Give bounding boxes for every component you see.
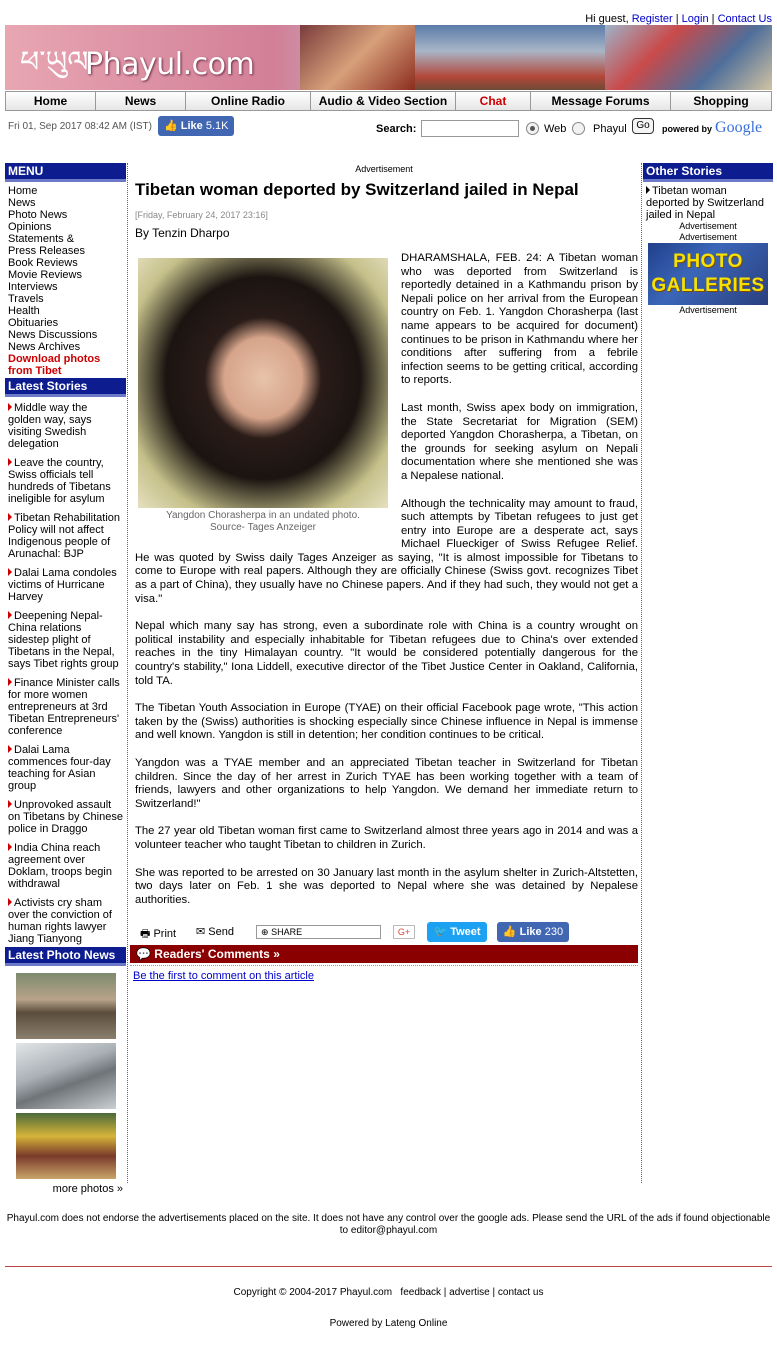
list-item[interactable]: Deepening Nepal-China relations sidestep plight of Tibetans in the Nepal, says Tibet rights group (8, 610, 119, 670)
latest-photo-news-header: Latest Photo News (5, 947, 126, 966)
twitter-bird-icon: 🐦 (433, 926, 448, 939)
latest-stories-list (5, 397, 126, 945)
main-nav (5, 91, 772, 111)
footer-links: Copyright © 2004-2017 Phayul.com feedback | advertise | contact us (233, 1287, 544, 1298)
menu-item-opinions[interactable]: Opinions (8, 221, 52, 233)
search-go-button[interactable]: Go (632, 118, 654, 134)
menu-item-download-photos[interactable]: Download photos (8, 353, 101, 365)
feedback-link[interactable]: feedback (400, 1287, 442, 1298)
bullet-arrow-icon (646, 186, 650, 194)
article-photo (138, 258, 388, 508)
article-paragraph: Nepal which many say has strong, even a subordinate role with China is a country wrought on political instability and especially inhabitable for Tibetan refugees due to China's over extended reaches in the tiny Himalayan country. "It would be considered potentially dangerous for the country's stability," Iona Liddell, executive director of the Tibet Justice Center in Oakland, California, told TA. (135, 620, 638, 687)
bullet-arrow-icon (8, 458, 12, 466)
list-item[interactable]: India China reach agreement over Doklam, troops begin withdrawal (8, 842, 112, 890)
menu-item-download-photos-line2[interactable]: from Tibet (8, 365, 62, 377)
top-links: Hi guest, Register | Login | Contact Us (585, 13, 772, 25)
other-stories-header: Other Stories (643, 163, 773, 182)
list-item[interactable]: Finance Minister calls for more women entrepreneurs at 3rd Tibetan Entrepreneurs' conference (8, 677, 120, 737)
bullet-arrow-icon (8, 898, 12, 906)
photo-news-thumbnail-car[interactable] (16, 1043, 116, 1109)
article-paragraph: Although the technicality may amount to fraud, such attempts by Tibetan refugees to just get entry into Europe are a desperate act, says Michael Flueckiger of Swiss Refugee Relief. He was quoted by Swiss daily Tages Anzeiger as saying, "It is almost impossible for Tibetans to come to Europe with real papers. Although they are officially Chinese (Swiss govt. recognizes Tibet as a part of China), they usually have no Chinese papers. And if they had such, they would not get a visa." (135, 497, 638, 605)
more-photos-link[interactable]: more photos » (52, 1183, 123, 1195)
share-icon: ⊕ (261, 927, 269, 938)
list-item[interactable]: Dalai Lama commences four-day teaching for Asian group (8, 744, 111, 792)
main-content (130, 163, 638, 986)
google-logo: Google (715, 119, 763, 136)
bullet-arrow-icon (8, 843, 12, 851)
article-photo-box (135, 258, 391, 534)
thumbs-up-icon: 👍 (502, 926, 517, 939)
search-web-label: Web (544, 123, 567, 135)
advertisement-label: Advertisement (355, 164, 413, 174)
menu-header: MENU (5, 163, 126, 182)
photo-news-thumbnail-crowd[interactable] (16, 973, 116, 1039)
menu-list (5, 182, 126, 378)
list-item[interactable]: Activists cry sham over the conviction of human rights lawyer Jiang Tianyong (8, 897, 112, 945)
nav-news[interactable]: News (96, 92, 186, 110)
article-paragraph: The 27 year old Tibetan woman first came to Switzerland almost three years ago in 2014 and was a volunteer teacher who taught Tibetan to children in Zurich. (135, 825, 638, 851)
photo-caption: Yangdon Chorasherpa in an undated photo. Source- Tages Anzeiger (166, 510, 360, 533)
current-date: Fri 01, Sep 2017 08:42 AM (IST) (8, 121, 152, 132)
menu-item-news[interactable]: News (8, 197, 36, 209)
printer-icon: 🖶 (140, 928, 151, 941)
article-headline: Tibetan woman deported by Switzerland jailed in Nepal (135, 180, 579, 199)
search-input[interactable] (421, 120, 519, 137)
bullet-arrow-icon (8, 678, 12, 686)
thumbs-up-icon: 👍 (164, 120, 178, 132)
menu-item-press-releases[interactable]: Press Releases (8, 245, 86, 257)
powered-by-text: powered by (662, 124, 713, 134)
bullet-arrow-icon (8, 611, 12, 619)
bullet-arrow-icon (8, 513, 12, 521)
comment-bubble-icon: 💬 (136, 947, 151, 962)
nav-chat[interactable]: Chat (456, 92, 531, 110)
latest-stories-header: Latest Stories (5, 378, 126, 397)
site-logo[interactable]: Phayul.com (85, 47, 255, 82)
search-phayul-radio[interactable] (572, 122, 585, 135)
menu-item-obituaries[interactable]: Obituaries (8, 317, 59, 329)
menu-item-health[interactable]: Health (8, 305, 40, 317)
article-body (135, 252, 638, 907)
search-label: Search: (376, 123, 417, 135)
banner-photo-dalai-lama (300, 25, 415, 90)
first-comment-link[interactable]: Be the first to comment on this article (133, 970, 314, 983)
share-button[interactable]: ⊕ SHARE (256, 925, 381, 939)
login-link[interactable]: Login (681, 13, 709, 25)
tweet-button[interactable]: 🐦 Tweet (427, 922, 487, 942)
article-paragraph: The Tibetan Youth Association in Europe (TYAE) on their official Facebook page wrote, "This action taken by the (Swiss) authorities is shocking especially since Chinese influence in Nepal is immense and well known. Yangdon is still in detention; her condition continues to be critical. (135, 702, 638, 742)
other-story-item[interactable]: Tibetan woman deported by Switzerland jailed in Nepal (646, 185, 765, 221)
nav-home[interactable]: Home (6, 92, 96, 110)
bullet-arrow-icon (8, 403, 12, 411)
powered-by-text: Powered by Lateng Online (329, 1318, 448, 1329)
advertisement-label: Advertisement (679, 221, 737, 231)
copyright-text: Copyright © 2004-2017 Phayul.com (233, 1287, 393, 1298)
contact-us-link[interactable]: Contact Us (717, 13, 772, 25)
article-date: [Friday, February 24, 2017 23:16] (135, 210, 268, 220)
list-item[interactable]: Tibetan Rehabilitation Policy will not affect Indigenous people of Arunachal: BJP (8, 512, 120, 560)
menu-item-photo-news[interactable]: Photo News (8, 209, 68, 221)
list-item[interactable]: Middle way the golden way, says visiting Swedish delegation (8, 402, 92, 450)
left-sidebar (5, 163, 126, 1195)
contact-us-footer-link[interactable]: contact us (497, 1287, 544, 1298)
like-label: Like (180, 120, 203, 132)
menu-item-interviews[interactable]: Interviews (8, 281, 58, 293)
nav-message-forums[interactable]: Message Forums (531, 92, 671, 110)
search-phayul-label: Phayul (593, 123, 627, 135)
ads-disclaimer: Phayul.com does not endorse the advertisements placed on the site. It does not have any control over the google ads. Please send the URL of the ads if found objectionable to editor@phayul.com (6, 1213, 771, 1236)
right-sidebar (643, 163, 773, 316)
nav-online-radio[interactable]: Online Radio (186, 92, 311, 110)
google-plus-button[interactable]: G+ (393, 925, 415, 939)
menu-item-travels[interactable]: Travels (8, 293, 44, 305)
menu-item-news-discussions[interactable]: News Discussions (8, 329, 98, 341)
powered-by-google (662, 119, 762, 137)
mail-icon: ✉ (196, 926, 206, 939)
info-bar (5, 115, 772, 139)
photo-galleries-banner[interactable]: PHOTO GALLERIES (648, 243, 768, 305)
article-byline: By Tenzin Dharpo (135, 226, 230, 240)
menu-item-book-reviews[interactable]: Book Reviews (8, 257, 78, 269)
footer-divider (5, 1266, 772, 1267)
nav-audio-video[interactable]: Audio & Video Section (311, 92, 456, 110)
advertise-link[interactable]: advertise (449, 1287, 490, 1298)
readers-comments-header[interactable]: 💬 Readers' Comments » (130, 945, 638, 963)
advertisement-label: Advertisement (679, 232, 737, 242)
like-count: 5.1K (205, 120, 229, 132)
bullet-arrow-icon (8, 568, 12, 576)
nav-shopping[interactable]: Shopping (693, 94, 749, 108)
menu-item-movie-reviews[interactable]: Movie Reviews (8, 269, 82, 281)
share-bar (135, 921, 638, 943)
send-button[interactable]: ✉ Send (196, 926, 234, 939)
list-item[interactable]: Unprovoked assault on Tibetans by Chinese police in Draggo (8, 799, 123, 835)
menu-item-statements[interactable]: Statements & (8, 233, 75, 245)
menu-item-home[interactable]: Home (8, 185, 38, 197)
search-web-radio[interactable] (526, 122, 539, 135)
article-paragraph: DHARAMSHALA, FEB. 24: A Tibetan woman who was deported from Switzerland is reportedly detained in a Kathmandu prison by Nepali police on her arrival from the European country on Feb. 1. Yangdon Chorasherpa (last name appears to be acquired for document) continues to be prison in Kathmandu where her conditions after suffering from a febrile infection seems to be getting critical, according to reports. (401, 252, 638, 387)
facebook-like-button[interactable] (158, 116, 234, 136)
advertisement-label: Advertisement (679, 305, 737, 315)
register-link[interactable]: Register (631, 13, 673, 25)
article-paragraph: She was reported to be arrested on 30 January last month in the asylum shelter in Zurich-Altstetten, two days later on Feb. 1 she was deported to Nepal where she was detained by Nepalese authorities. (135, 866, 638, 906)
bullet-arrow-icon (8, 745, 12, 753)
article-paragraph: Yangdon was a TYAE member and an appreciated Tibetan teacher in Switzerland for Tibetan children. Since the day of her arrest in Zurich TYAE has been working together with a team of friends, lawyers and other organizations to help Yangdon. We demand her immediate return to Switzerland!" (135, 757, 638, 810)
header-banner[interactable] (5, 25, 772, 90)
banner-photo-potala (415, 25, 605, 90)
list-item[interactable]: Dalai Lama condoles victims of Hurricane Harvey (8, 567, 117, 603)
article-paragraph: Last month, Swiss apex body on immigration, the State Secretariat for Migration (SEM) deported Yangdon Chorasherpa, a Tibetan, on the grounds for seeking asylum on Nepali documentation where she mentioned she was a Nepalese national. (401, 401, 638, 482)
bullet-arrow-icon (8, 800, 12, 808)
menu-item-news-archives[interactable]: News Archives (8, 341, 81, 353)
greeting-text: Hi guest, (585, 13, 629, 25)
facebook-like-article-button[interactable]: 👍 Like 230 (497, 922, 569, 942)
print-button[interactable]: 🖶 Print (140, 928, 177, 941)
tibetan-logo-text: ཕ་ཡུལ (20, 45, 89, 80)
photo-news-thumbnail-ceremony[interactable] (16, 1113, 116, 1179)
comments-area (130, 965, 638, 986)
banner-photo-protest (605, 25, 772, 90)
list-item[interactable]: Leave the country, Swiss officials tell hundreds of Tibetans ineligible for asylum (8, 457, 111, 505)
